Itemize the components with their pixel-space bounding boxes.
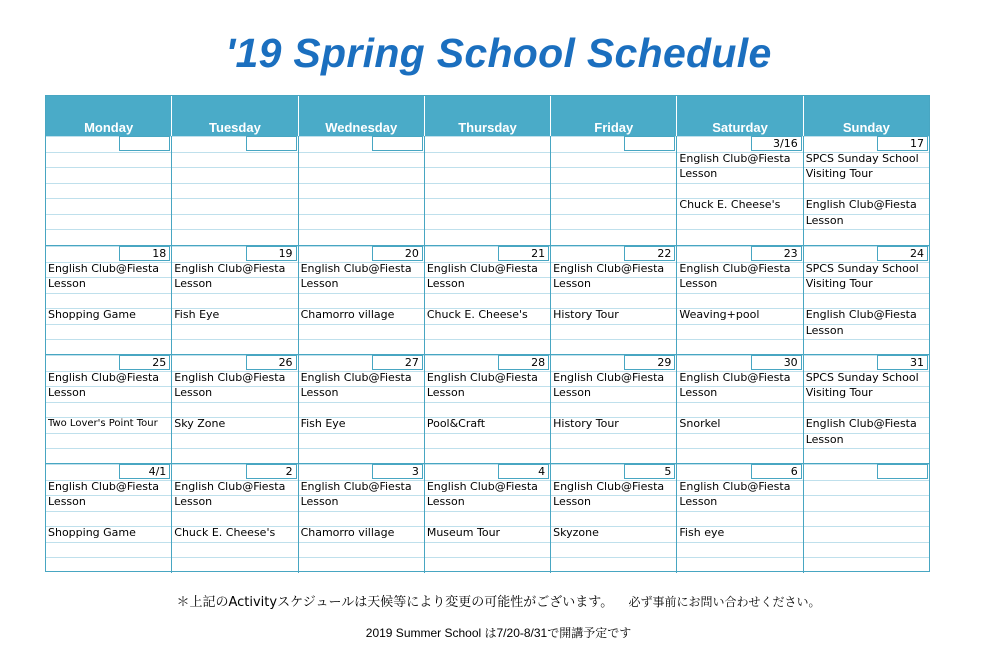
event-text: Lesson xyxy=(300,386,339,399)
row-divider xyxy=(677,339,802,340)
row-divider xyxy=(677,183,802,184)
row-divider xyxy=(172,402,297,403)
weekday-header xyxy=(46,96,929,136)
event-text: English Club@Fiesta xyxy=(300,480,412,493)
calendar-day xyxy=(551,464,677,573)
row-divider xyxy=(425,511,550,512)
calendar-day xyxy=(172,464,298,573)
row-divider xyxy=(425,183,550,184)
notice-main: ＊上記のActivityスケジュールは天候等により変更の可能性がございます。 xyxy=(176,595,614,610)
event-text: English Club@Fiesta xyxy=(805,308,917,321)
date-box: 3 xyxy=(372,464,423,479)
row-divider xyxy=(425,152,550,153)
date-box: 24 xyxy=(877,246,928,261)
event-text: English Club@Fiesta xyxy=(679,262,791,275)
row-divider xyxy=(299,167,424,168)
event-text: English Club@Fiesta xyxy=(805,417,917,430)
row-divider xyxy=(46,198,171,199)
event-text: SPCS Sunday School xyxy=(805,262,919,275)
row-divider xyxy=(172,433,297,434)
event-text: English Club@Fiesta xyxy=(553,262,665,275)
row-divider xyxy=(425,293,550,294)
row-divider xyxy=(804,293,929,294)
calendar-day xyxy=(551,355,677,464)
date-box: 21 xyxy=(498,246,549,261)
weekday-label: Thursday xyxy=(458,120,517,135)
weekday-header-cell xyxy=(425,96,551,136)
event-text: English Club@Fiesta xyxy=(174,371,286,384)
calendar-day xyxy=(46,136,172,245)
event-text: Chamorro village xyxy=(300,308,395,321)
event-text: English Club@Fiesta xyxy=(48,262,160,275)
event-text: Lesson xyxy=(426,495,465,508)
row-divider xyxy=(46,402,171,403)
weekday-header-cell xyxy=(551,96,677,136)
event-text: Lesson xyxy=(174,277,213,290)
row-divider xyxy=(551,293,676,294)
event-text: Lesson xyxy=(679,386,718,399)
weekday-header-cell xyxy=(677,96,803,136)
date-box xyxy=(624,136,675,151)
event-text: Lesson xyxy=(553,495,591,508)
calendar-day xyxy=(299,355,425,464)
event-text: Museum Tour xyxy=(426,526,501,539)
row-divider xyxy=(299,229,424,230)
calendar-day xyxy=(299,464,425,573)
event-text: English Club@Fiesta xyxy=(174,480,286,493)
calendar-day xyxy=(299,246,425,355)
event-text: SPCS Sunday School xyxy=(805,371,919,384)
row-divider xyxy=(299,198,424,199)
event-text: Sky Zone xyxy=(174,417,226,430)
row-divider xyxy=(172,542,297,543)
row-divider xyxy=(551,214,676,215)
row-divider xyxy=(46,511,171,512)
row-divider xyxy=(677,229,802,230)
event-text: English Club@Fiesta xyxy=(679,480,791,493)
event-text: Lesson xyxy=(174,386,213,399)
date-box: 20 xyxy=(372,246,423,261)
date-box: 27 xyxy=(372,355,423,370)
weekday-label: Friday xyxy=(594,120,634,135)
date-box: 2 xyxy=(246,464,297,479)
event-text: English Club@Fiesta xyxy=(679,152,791,165)
event-text: English Club@Fiesta xyxy=(174,262,286,275)
event-text: Lesson xyxy=(805,214,844,227)
row-divider xyxy=(172,229,297,230)
row-divider xyxy=(172,339,297,340)
row-divider xyxy=(677,433,802,434)
row-divider xyxy=(172,214,297,215)
row-divider xyxy=(299,324,424,325)
date-box: 6 xyxy=(751,464,802,479)
row-divider xyxy=(677,542,802,543)
row-divider xyxy=(425,433,550,434)
row-divider xyxy=(804,448,929,449)
event-text: English Club@Fiesta xyxy=(553,371,665,384)
event-text: English Club@Fiesta xyxy=(553,480,665,493)
row-divider xyxy=(46,339,171,340)
calendar-day xyxy=(804,355,929,464)
event-text: SPCS Sunday School xyxy=(805,152,919,165)
row-divider xyxy=(551,542,676,543)
row-divider xyxy=(425,402,550,403)
row-divider xyxy=(804,511,929,512)
event-text: Lesson xyxy=(805,433,844,446)
event-text: Pool&Craft xyxy=(426,417,486,430)
date-box: 30 xyxy=(751,355,802,370)
row-divider xyxy=(172,152,297,153)
calendar-day xyxy=(425,246,551,355)
calendar-week xyxy=(46,463,929,573)
calendar-week xyxy=(46,136,929,245)
event-text: English Club@Fiesta xyxy=(426,480,538,493)
date-box xyxy=(372,136,423,151)
weekday-header-cell xyxy=(299,96,425,136)
row-divider xyxy=(551,183,676,184)
row-divider xyxy=(804,526,929,527)
row-divider xyxy=(172,511,297,512)
row-divider xyxy=(172,324,297,325)
row-divider xyxy=(425,214,550,215)
event-text: Lesson xyxy=(805,324,844,337)
calendar-day xyxy=(677,136,803,245)
row-divider xyxy=(425,339,550,340)
date-box: 25 xyxy=(119,355,170,370)
date-box xyxy=(246,136,297,151)
row-divider xyxy=(46,557,171,558)
row-divider xyxy=(172,167,297,168)
event-text: Lesson xyxy=(48,277,86,290)
summer-school-notice: 2019 Summer School は7/20-8/31で開講予定です xyxy=(365,626,632,640)
calendar-day xyxy=(677,355,803,464)
row-divider xyxy=(551,198,676,199)
event-text: English Club@Fiesta xyxy=(426,262,538,275)
row-divider xyxy=(299,152,424,153)
event-text: English Club@Fiesta xyxy=(300,262,412,275)
row-divider xyxy=(46,229,171,230)
weekday-label: Sunday xyxy=(842,120,890,135)
row-divider xyxy=(425,324,550,325)
row-divider xyxy=(46,293,171,294)
row-divider xyxy=(804,402,929,403)
date-box: 4 xyxy=(498,464,549,479)
row-divider xyxy=(46,448,171,449)
row-divider xyxy=(299,448,424,449)
calendar-day xyxy=(46,246,172,355)
row-divider xyxy=(677,511,802,512)
calendar-day xyxy=(425,464,551,573)
event-text: Two Lover's Point Tour xyxy=(48,418,158,429)
date-box xyxy=(877,464,928,479)
event-text: Chuck E. Cheese's xyxy=(426,308,528,321)
weekday-header-cell xyxy=(804,96,929,136)
row-divider xyxy=(46,324,171,325)
event-text: Snorkel xyxy=(679,417,721,430)
event-text: Fish Eye xyxy=(174,308,220,321)
event-text: Lesson xyxy=(553,386,591,399)
calendar-day xyxy=(425,136,551,245)
row-divider xyxy=(551,339,676,340)
row-divider xyxy=(299,542,424,543)
row-divider xyxy=(677,402,802,403)
row-divider xyxy=(425,557,550,558)
date-box: 31 xyxy=(877,355,928,370)
weekday-label: Tuesday xyxy=(209,120,261,135)
event-text: English Club@Fiesta xyxy=(300,371,412,384)
row-divider xyxy=(299,402,424,403)
event-text: Chamorro village xyxy=(300,526,395,539)
row-divider xyxy=(172,293,297,294)
row-divider xyxy=(425,229,550,230)
weekday-header-cell xyxy=(46,96,172,136)
calendar-day xyxy=(551,136,677,245)
row-divider xyxy=(46,152,171,153)
schedule-calendar xyxy=(45,95,930,572)
event-text: English Club@Fiesta xyxy=(48,480,160,493)
event-text: Chuck E. Cheese's xyxy=(174,526,276,539)
row-divider xyxy=(677,557,802,558)
calendar-day xyxy=(299,136,425,245)
row-divider xyxy=(172,448,297,449)
row-divider xyxy=(551,167,676,168)
calendar-day xyxy=(425,355,551,464)
date-box: 22 xyxy=(624,246,675,261)
row-divider xyxy=(299,433,424,434)
event-text: Lesson xyxy=(553,277,591,290)
event-text: Lesson xyxy=(679,495,718,508)
calendar-day xyxy=(172,355,298,464)
event-text: Visiting Tour xyxy=(805,167,873,180)
calendar-day xyxy=(46,355,172,464)
row-divider xyxy=(299,183,424,184)
event-text: History Tour xyxy=(553,308,619,321)
row-divider xyxy=(677,324,802,325)
date-box: 4/1 xyxy=(119,464,170,479)
event-text: Shopping Game xyxy=(48,526,136,539)
row-divider xyxy=(804,183,929,184)
row-divider xyxy=(299,214,424,215)
event-text: Fish Eye xyxy=(300,417,346,430)
calendar-day xyxy=(804,136,929,245)
date-box: 19 xyxy=(246,246,297,261)
event-text: English Club@Fiesta xyxy=(48,371,160,384)
event-text: Lesson xyxy=(426,386,465,399)
date-box xyxy=(119,136,170,151)
row-divider xyxy=(172,557,297,558)
event-text: Visiting Tour xyxy=(805,277,873,290)
event-text: English Club@Fiesta xyxy=(426,371,538,384)
row-divider xyxy=(425,167,550,168)
event-text: English Club@Fiesta xyxy=(805,198,917,211)
event-text: Visiting Tour xyxy=(805,386,873,399)
row-divider xyxy=(677,214,802,215)
row-divider xyxy=(172,198,297,199)
event-text: Lesson xyxy=(426,277,465,290)
event-text: Lesson xyxy=(48,386,86,399)
date-box: 3/16 xyxy=(751,136,802,151)
row-divider xyxy=(804,480,929,481)
event-text: Lesson xyxy=(679,277,718,290)
row-divider xyxy=(46,433,171,434)
row-divider xyxy=(551,433,676,434)
calendar-day xyxy=(172,246,298,355)
row-divider xyxy=(551,152,676,153)
weekday-label: Monday xyxy=(84,120,134,135)
event-text: History Tour xyxy=(553,417,619,430)
date-box: 28 xyxy=(498,355,549,370)
event-text: English Club@Fiesta xyxy=(679,371,791,384)
row-divider xyxy=(425,198,550,199)
calendar-week xyxy=(46,245,929,355)
calendar-day xyxy=(804,246,929,355)
row-divider xyxy=(804,339,929,340)
notice-contact: 必ず事前にお問い合わせください。 xyxy=(628,595,821,609)
event-text: Shopping Game xyxy=(48,308,136,321)
weekday-label: Wednesday xyxy=(325,120,398,135)
calendar-day xyxy=(677,464,803,573)
calendar-day xyxy=(551,246,677,355)
event-text: Lesson xyxy=(300,495,339,508)
row-divider xyxy=(299,511,424,512)
row-divider xyxy=(425,136,550,137)
event-text: Lesson xyxy=(300,277,339,290)
row-divider xyxy=(299,557,424,558)
weather-notice xyxy=(0,591,997,610)
row-divider xyxy=(551,448,676,449)
date-box: 29 xyxy=(624,355,675,370)
event-text: Skyzone xyxy=(553,526,599,539)
row-divider xyxy=(677,448,802,449)
date-box: 18 xyxy=(119,246,170,261)
row-divider xyxy=(299,293,424,294)
row-divider xyxy=(551,402,676,403)
event-text: Chuck E. Cheese's xyxy=(679,198,781,211)
calendar-day xyxy=(804,464,929,573)
event-text: Lesson xyxy=(679,167,718,180)
row-divider xyxy=(677,293,802,294)
weekday-label: Saturday xyxy=(712,120,768,135)
calendar-day xyxy=(172,136,298,245)
event-text: Weaving+pool xyxy=(679,308,760,321)
row-divider xyxy=(46,167,171,168)
event-text: Lesson xyxy=(174,495,213,508)
row-divider xyxy=(551,324,676,325)
calendar-day xyxy=(677,246,803,355)
row-divider xyxy=(551,511,676,512)
date-box: 26 xyxy=(246,355,297,370)
row-divider xyxy=(46,183,171,184)
calendar-day xyxy=(46,464,172,573)
row-divider xyxy=(46,214,171,215)
event-text: Lesson xyxy=(48,495,86,508)
row-divider xyxy=(551,229,676,230)
row-divider xyxy=(804,557,929,558)
row-divider xyxy=(804,542,929,543)
row-divider xyxy=(46,542,171,543)
row-divider xyxy=(804,495,929,496)
event-text: Fish eye xyxy=(679,526,725,539)
date-box: 23 xyxy=(751,246,802,261)
row-divider xyxy=(551,557,676,558)
calendar-week xyxy=(46,354,929,464)
row-divider xyxy=(425,448,550,449)
weekday-header-cell xyxy=(172,96,298,136)
row-divider xyxy=(172,183,297,184)
row-divider xyxy=(804,229,929,230)
date-box: 5 xyxy=(624,464,675,479)
date-box: 17 xyxy=(877,136,928,151)
row-divider xyxy=(299,339,424,340)
page-title: '19 Spring School Schedule xyxy=(225,30,772,76)
row-divider xyxy=(425,542,550,543)
